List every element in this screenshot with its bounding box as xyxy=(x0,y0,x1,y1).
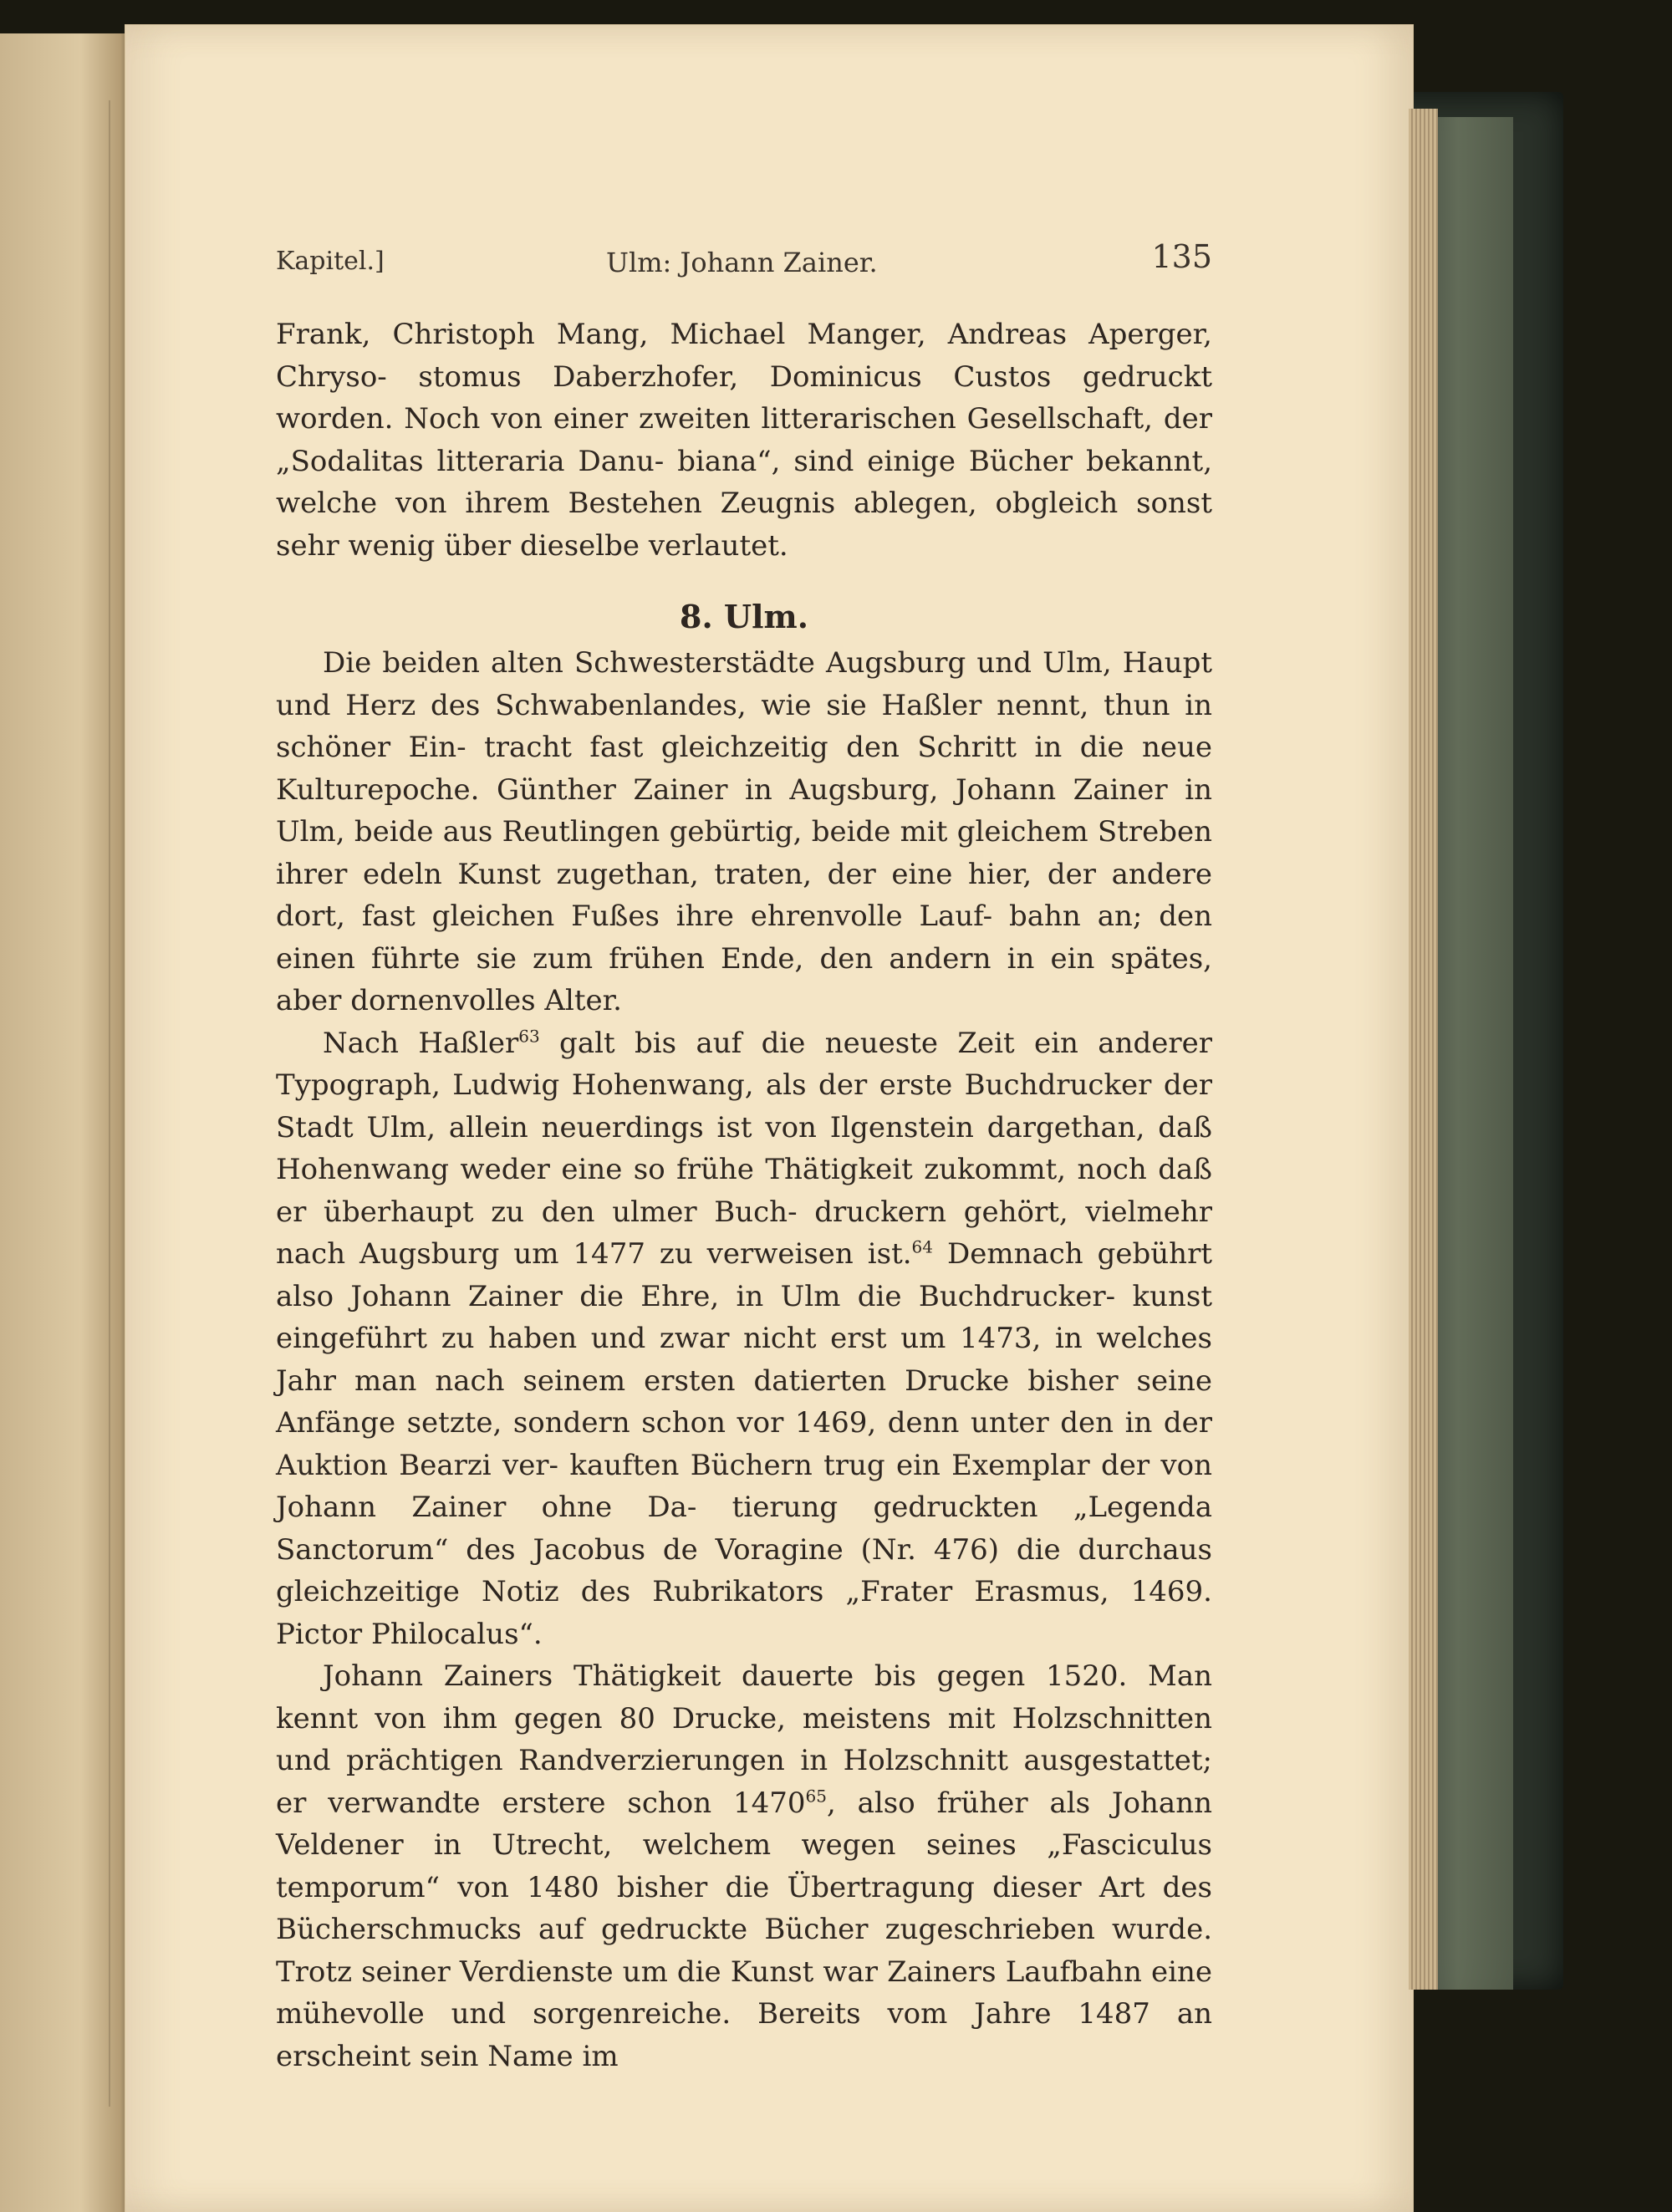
paragraph-3 xyxy=(276,1022,1212,1656)
page-number: 135 xyxy=(1151,238,1212,275)
section-title: 8. Ulm. xyxy=(680,598,808,635)
running-title: Ulm: Johann Zainer. xyxy=(606,247,878,278)
footnote-ref-65[interactable]: 65 xyxy=(805,1786,827,1807)
page-edges xyxy=(1409,109,1438,1990)
footnote-ref-64[interactable]: 64 xyxy=(911,1236,933,1257)
left-page-edge xyxy=(0,100,110,2107)
footnote-ref-63[interactable]: 63 xyxy=(518,1026,540,1047)
paragraph-3-part2: galt bis auf die neueste Zeit ein anderer Typograph, Ludwig Hohenwang, als der erste Buchdrucker der Stadt Ulm, allein neuerdings ist von Ilgenstein dargethan, daß Hohenwang weder eine so frühe Thätigkeit zukommt, noch daß er überhaupt zu den ulmer Buch- druckern gehört, vielmehr nach Augsburg um 1477 zu verweisen ist. xyxy=(276,1026,1212,1271)
paragraph-1: Frank, Christoph Mang, Michael Manger, Andreas Aperger, Chryso- stomus Daberzhofer, Dominicus Custos gedruckt worden. Noch von einer zweiten litterarischen Gesellschaft, der „Sodalitas litteraria Danu- biana“, sind einige Bücher bekannt, welche von ihrem Bestehen Zeugnis ablegen, obgleich sonst sehr wenig über dieselbe verlautet. xyxy=(276,318,1212,563)
paragraph-4-part1: Johann Zainers Thätigkeit dauerte bis gegen 1520. Man kennt von ihm gegen 80 Drucke, meistens mit Holzschnitten und prächtigen Randverzierungen in Holzschnitt ausgestattet; er verwandte erstere schon 1470 xyxy=(276,1659,1212,1820)
chapter-label: Kapitel.] xyxy=(276,247,385,276)
running-head xyxy=(276,238,1212,288)
paragraph-4-part2: , also früher als Johann Veldener in Utrecht, welchem wegen seines „Fasciculus temporum“ von 1480 bisher die Übertragung dieser Art des Bücherschmucks auf gedruckte Bücher zugeschrieben wurde. Trotz seiner Verdienste um die Kunst war Zainers Laufbahn eine mühevolle und sorgenreiche. Bereits vom Jahre 1487 an erscheint sein Name im xyxy=(276,1786,1212,2073)
paragraph-4 xyxy=(276,1655,1212,2077)
paragraph-2: Die beiden alten Schwesterstädte Augsburg und Ulm, Haupt und Herz des Schwabenlandes, wie sie Haßler nennt, thun in schöner Ein- tracht fast gleichzeitig den Schritt in die neue Kulturepoche. Günther Zainer in Augsburg, Johann Zainer in Ulm, beide aus Reutlingen gebürtig, beide mit gleichem Streben ihrer edeln Kunst zugethan, traten, der eine hier, der andere dort, fast gleichen Fußes ihre ehrenvolle Lauf- bahn an; den einen führte sie zum frühen Ende, den andern in ein spätes, aber dornenvolles Alter. xyxy=(276,646,1212,1017)
paragraph-3-part1: Nach Haßler xyxy=(323,1026,519,1060)
body-text xyxy=(276,313,1212,2077)
paragraph-3-part3: Demnach gebührt also Johann Zainer die Ehre, in Ulm die Buchdrucker- kunst eingeführt zu haben und zwar nicht erst um 1473, in welches Jahr man nach seinem ersten datierten Drucke bisher seine Anfänge setzte, sondern schon vor 1469, denn unter den in der Auktion Bearzi ver- kauften Büchern trug ein Exemplar der von Johann Zainer ohne Da- tierung gedruckten „Legenda Sanctorum“ des Jacobus de Voragine (Nr. 476) die durchaus gleichzeitige Notiz des Rubrikators „Frater Erasmus, 1469. Pictor Philocalus“. xyxy=(276,1237,1212,1651)
